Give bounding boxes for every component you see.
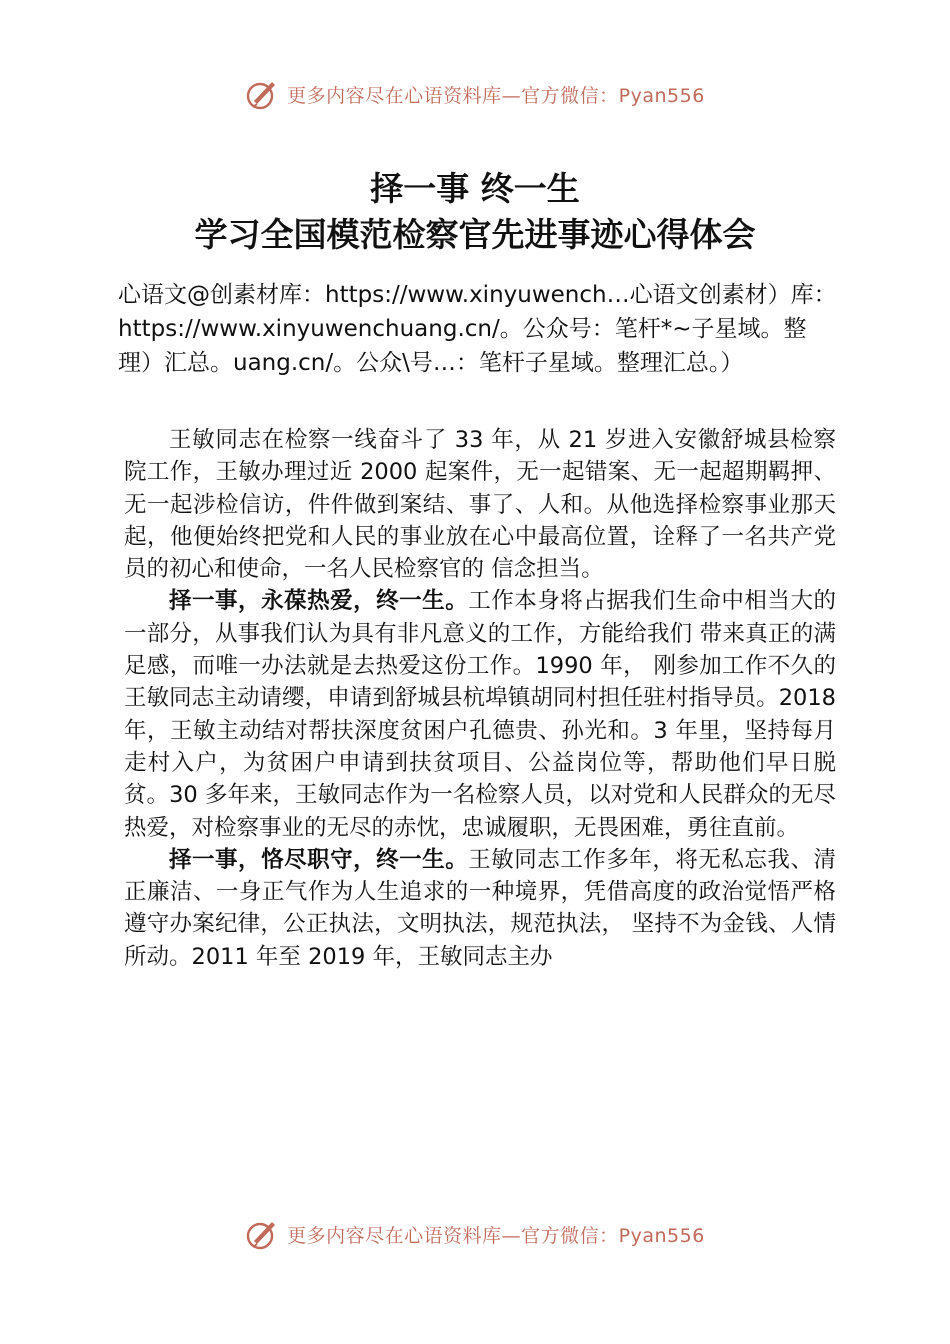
document-title — [0, 166, 950, 258]
document-body — [124, 424, 836, 973]
header-banner-label: 更多内容尽在心语资料库—官方微信： — [287, 84, 619, 107]
paragraph — [124, 424, 836, 585]
paragraph-text: 工作本身将占据我们生命中相当大的一部分，从事我们认为具有非凡意义的工作，方能给我们 带来真正的满足感，而唯一办法就是去热爱这份工作。1990 年， 刚参加工作不久的王敏同志主动请缨，申请到舒城县杭埠镇胡同村担任驻村指导员。2018 年，王敏主动结对帮扶深度贫困户孔德贵、孙光和。3 年里，坚持每月走村入户，为贫困户申请到扶贫项目、公益岗位等，帮助他们早日脱贫。30 多年来，王敏同志作为一名检察人员，以对党和人民群众的无尽热爱，对检察事业的无尽的赤忱，忠诚履职，无畏困难，勇往直前。 — [124, 588, 836, 841]
footer-wechat-id: Pyan556 — [618, 1224, 705, 1247]
paragraph-text: 王敏同志工作多年，将无私忘我、清正廉洁、一身正气作为人生追求的一种境界，凭借高度的政治觉悟严格遵守办案纪律，公正执法，文明执法，规范执法， 坚持不为金钱、人情所动。2011 年至 2019 年，王敏同志主办 — [124, 846, 836, 970]
quill-pen-logo-icon — [245, 1217, 279, 1251]
header-banner-text — [287, 81, 705, 108]
footer-banner-text — [287, 1221, 705, 1248]
paragraph — [124, 585, 836, 843]
header-wechat-id: Pyan556 — [618, 84, 705, 107]
footer-banner — [0, 1214, 950, 1254]
paragraph-lead: 择一事，永葆热爱，终一生。 — [169, 588, 469, 615]
footer-banner-label: 更多内容尽在心语资料库—官方微信： — [287, 1224, 619, 1247]
paragraph — [124, 844, 836, 973]
title-line-2: 学习全国模范检察官先进事迹心得体会 — [194, 215, 756, 254]
paragraph-lead: 择一事，恪尽职守，终一生。 — [169, 846, 469, 873]
source-note: 心语文@创素材库：https://www.xinyuwench…心语文创素材）库：https://www.xinyuwenchuang.cn/。公众号：笔杆*~子星域。整理）汇总。uang.cn/。公众\号…：笔杆子星域。整理汇总。） — [118, 282, 837, 376]
paragraph-text: 王敏同志在检察一线奋斗了 33 年，从 21 岁进入安徽舒城县检察院工作，王敏办理过近 2000 起案件，无一起错案、无一起超期羁押、无一起涉检信访，件件做到案结、事了、人和。从他选择检察事业那天起，他便始终把党和人民的事业放在心中最高位置，诠释了一名共产党员的初心和使命，一名人民检察官的 信念担当。 — [124, 427, 836, 583]
header-banner — [0, 74, 950, 114]
title-line-1: 择一事 终一生 — [370, 169, 580, 208]
quill-pen-logo-icon — [245, 77, 279, 111]
